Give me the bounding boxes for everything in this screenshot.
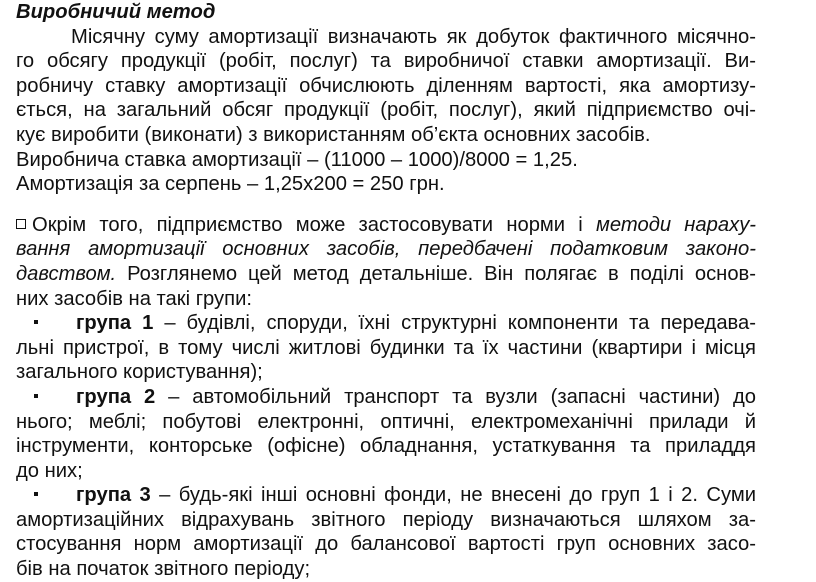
group-line: до них; (16, 459, 83, 482)
group-2-line (16, 385, 756, 410)
paragraph-line: ється, на загальний обсяг продукції (робіт, послуг), який підприємство очі- (16, 99, 756, 122)
group-1-line (16, 311, 756, 336)
group-label: група 3 (76, 484, 151, 507)
bullet-icon (16, 311, 76, 336)
paragraph-line: робничу ставку амортизації обчислюють діленням вартості, яка амортизу- (16, 74, 756, 97)
group-label: група 2 (76, 385, 156, 408)
group-3-line (16, 483, 756, 508)
calculation-amount: Амортизація за серпень – 1,25х200 = 250 грн. (16, 173, 445, 196)
group-text: – автомобільний транспорт та вузли (запасні частини) до (155, 385, 756, 408)
group-line: амортизаційних відрахувань звітного періоду визначаються шляхом за- (16, 508, 756, 531)
paragraph-text: Окрім того, підприємство може застосовувати норми і (32, 213, 597, 236)
bullet-icon (16, 385, 76, 410)
document-page (16, 0, 756, 582)
paragraph-italic-text: давством. (16, 262, 117, 285)
square-bullet-icon (16, 219, 26, 229)
paragraph-line (16, 213, 756, 238)
group-line: нього; меблі; побутові електронні, оптичні, електромеханічні прилади й (16, 410, 756, 433)
paragraph-line: кує виробити (виконати) з використанням об’єкта основних засобів. (16, 123, 651, 146)
paragraph-line (16, 262, 756, 287)
bullet-icon (16, 483, 76, 508)
group-line: бів на початок звітного періоду; (16, 558, 311, 581)
group-line: загального користування); (16, 361, 263, 384)
paragraph-gap (16, 197, 756, 213)
calculation-rate: Виробнича ставка амортизації – (11000 – 1000)/8000 = 1,25. (16, 148, 578, 171)
group-line: стосування норм амортизації до балансової вартості груп основних засо- (16, 533, 756, 556)
paragraph-line: них засобів на такі групи: (16, 287, 252, 310)
paragraph-line: Місячну суму амортизації визначають як добуток фактичного місячно- (71, 25, 756, 48)
group-line: льні пристрої, в тому числі житлові будинки та їх частини (квартири і місця (16, 336, 756, 359)
group-text: – будь-які інші основні фонди, не внесені до груп 1 і 2. Суми (150, 484, 756, 507)
paragraph-line: вання амортизації основних засобів, передбачені податковим законо- (16, 238, 756, 261)
group-label: група 1 (76, 312, 154, 335)
paragraph-text: Розглянемо цей метод детальніше. Він полягає в поділі основ- (116, 262, 756, 285)
paragraph-italic-text: методи нараху- (596, 213, 757, 236)
group-line: інструменти, конторське (офісне) обладнання, устаткування та приладдя (16, 435, 756, 458)
section-title: Виробничий метод (16, 1, 216, 23)
paragraph-line: го обсягу продукції (робіт, послуг) та виробничої ставки амортизації. Ви- (16, 50, 756, 73)
group-text: – будівлі, споруди, їхні структурні компоненти та передава- (153, 312, 756, 335)
